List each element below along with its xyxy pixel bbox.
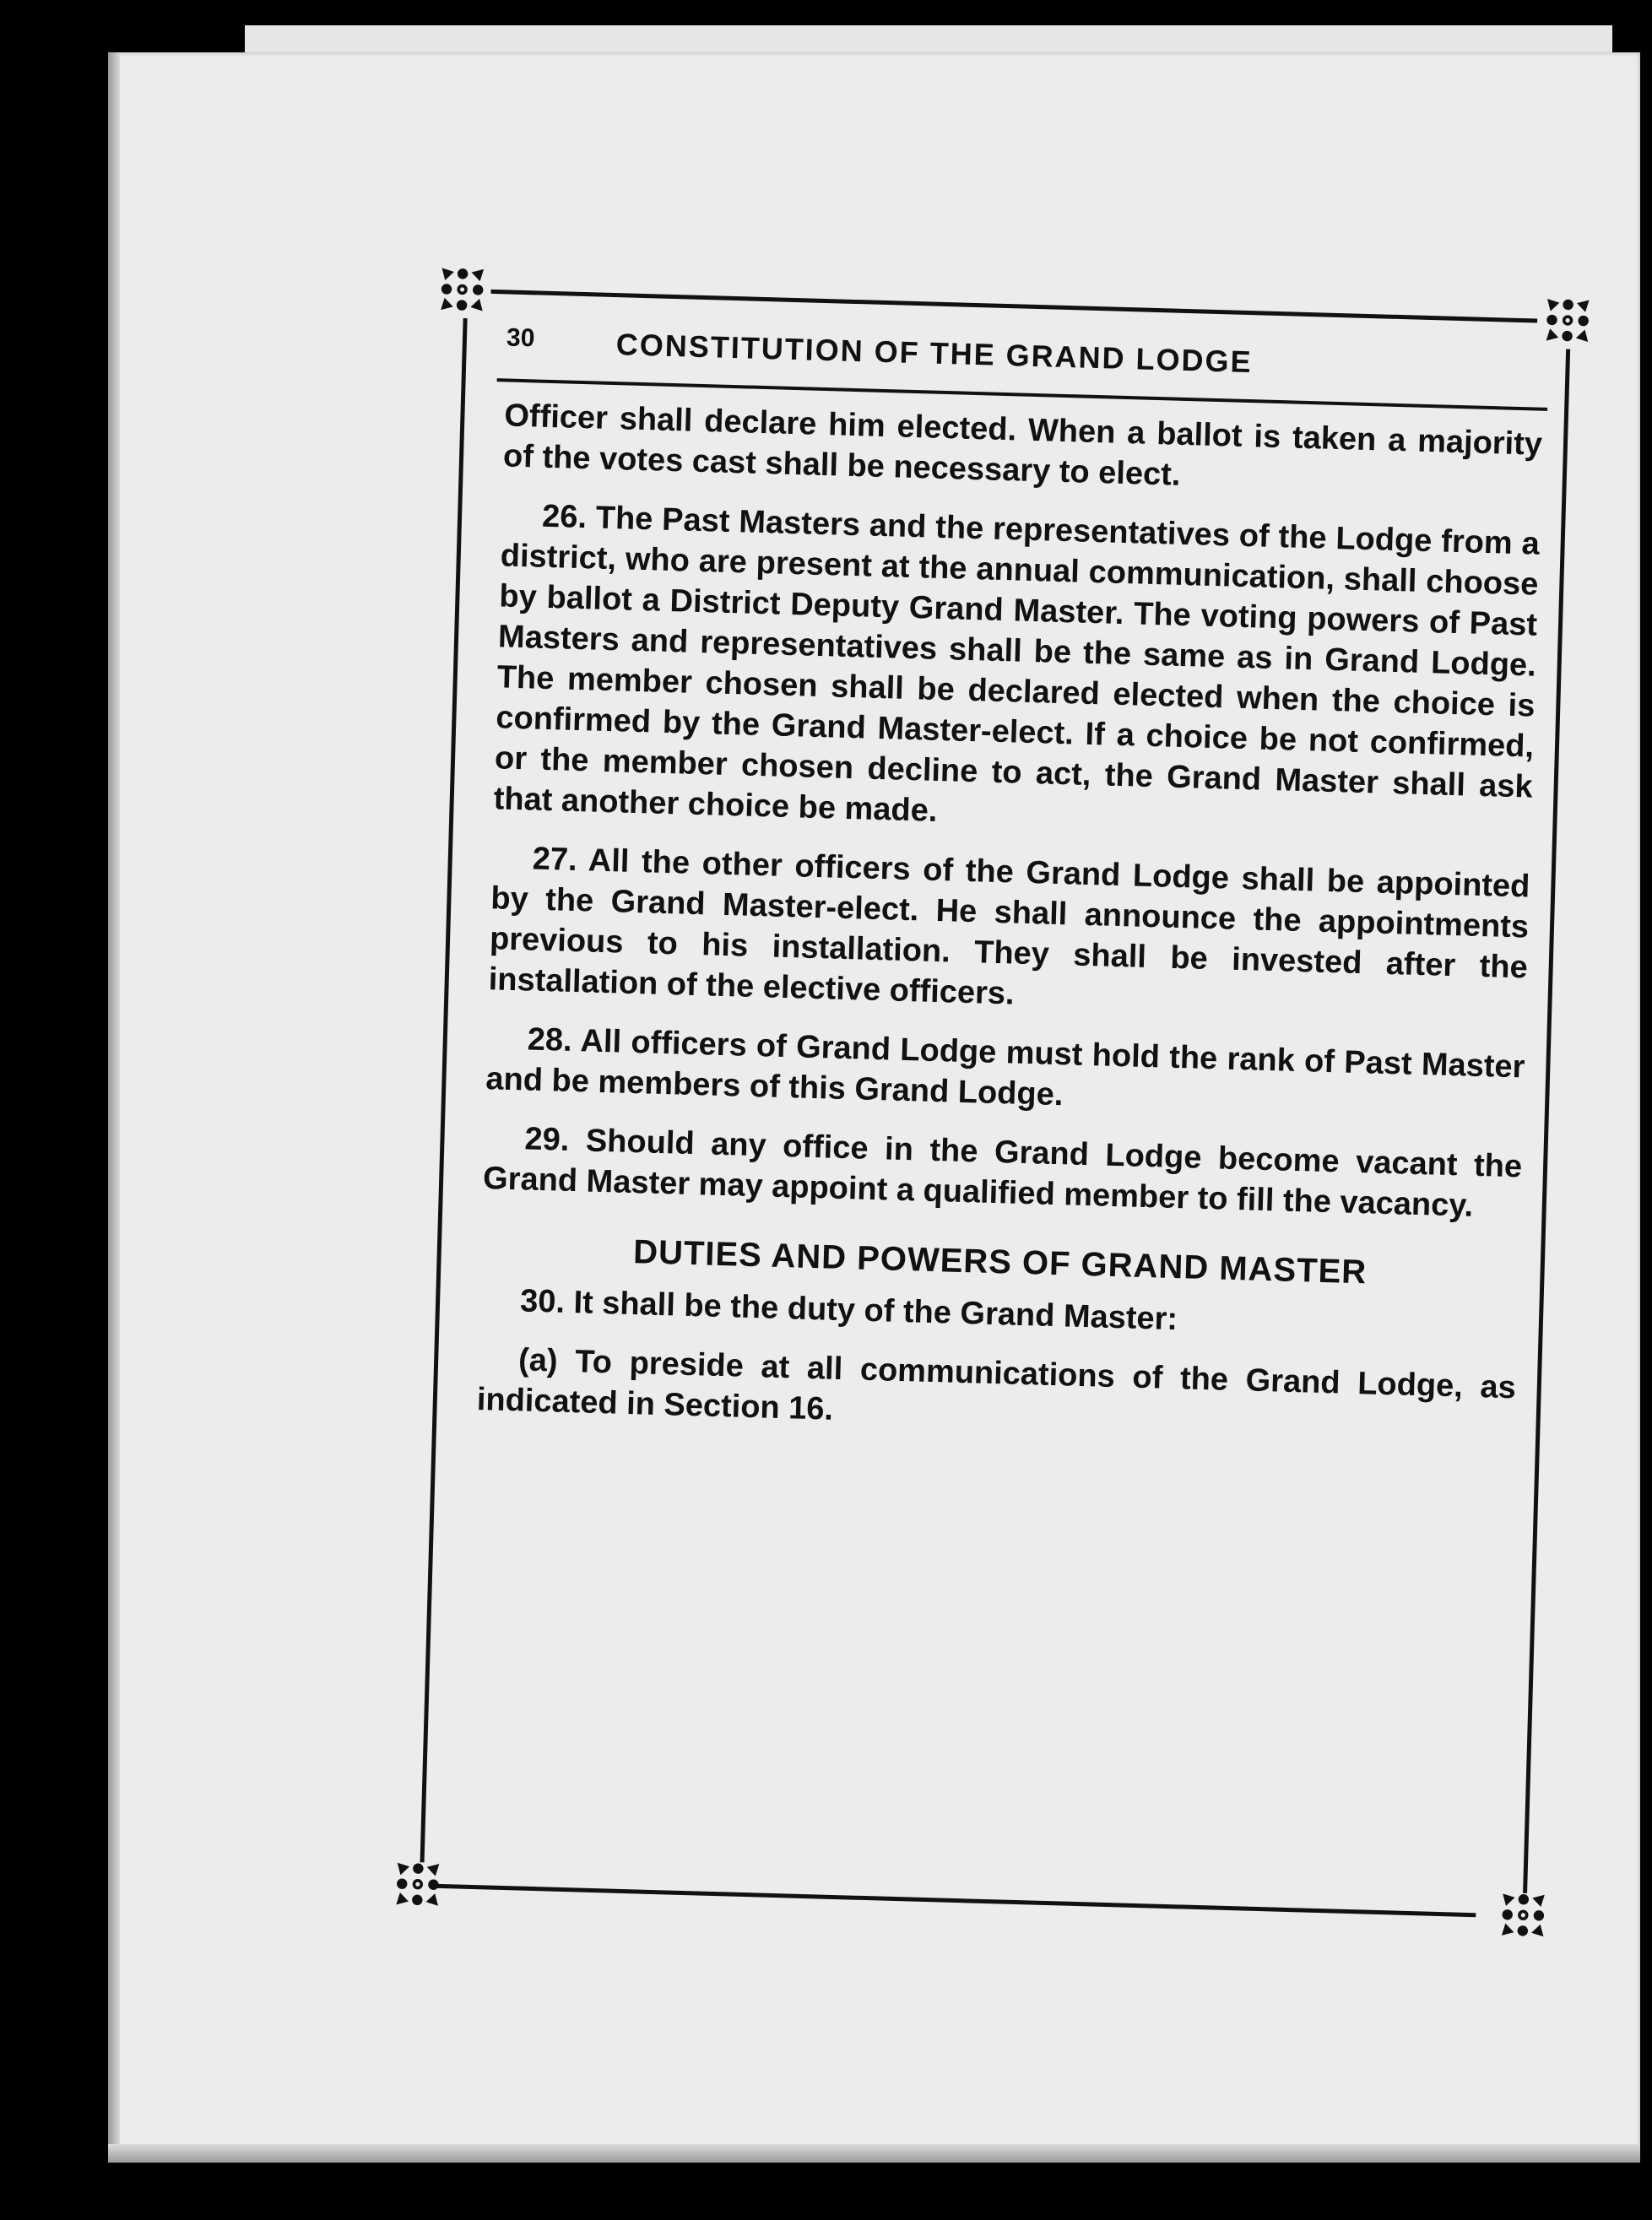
paragraph-section-29: 29. Should any office in the Grand Lodge become vacant the Grand Master may appoint a qualified member to fill the vacancy.: [482, 1121, 1523, 1224]
paragraph-section-28: 28. All officers of Grand Lodge must hold the rank of Past Master and be members of this Grand Lodge.: [485, 1021, 1525, 1113]
floral-corner-ornament-icon: [436, 263, 490, 317]
paragraph-section-26: 26. The Past Masters and the representatives of the Lodge from a district, who are present at the annual communication, shall choose by ballot a District Deputy Grand Master. The voting powers of Past Masters and representatives shall be the same as in Grand Lodge. The member chosen shall be declared elected when the choice is confirmed by the Grand Master-elect. If a choice be not confirmed, or the member chosen decline to act, the Grand Master shall ask that another choice be made.: [493, 498, 1541, 829]
page-bottom-edge: [108, 2144, 1640, 2163]
paragraph-section-27: 27. All the other officers of the Grand Lodge shall be appointed by the Grand Master-elect. He shall announce the appointments previous to his installation. They shall be invested after the installation of the elective officers.: [488, 841, 1530, 1012]
paragraph-section-30: 30. It shall be the duty of the Grand Master:: [519, 1283, 1178, 1338]
floral-corner-ornament-icon: [1541, 294, 1595, 348]
running-head: [506, 323, 1536, 403]
paragraph-section-30a: (a) To preside at all communications of the Grand Lodge, as indicated in Section 16.: [476, 1342, 1517, 1427]
running-title: CONSTITUTION OF THE GRAND LODGE: [615, 327, 1254, 380]
paragraph-continued: Officer shall declare him elected. When a ballot is taken a majority of the votes cast shall be necessary to elect.: [502, 398, 1543, 493]
floral-corner-ornament-icon: [1496, 1888, 1550, 1942]
body-text: [476, 395, 1543, 1467]
section-heading: DUTIES AND POWERS OF GRAND MASTER: [632, 1233, 1368, 1291]
page-spine-edge: [108, 52, 120, 2163]
decorative-page-frame: [404, 276, 1588, 1928]
floral-corner-ornament-icon: [391, 1857, 445, 1911]
page-number: 30: [506, 323, 535, 353]
